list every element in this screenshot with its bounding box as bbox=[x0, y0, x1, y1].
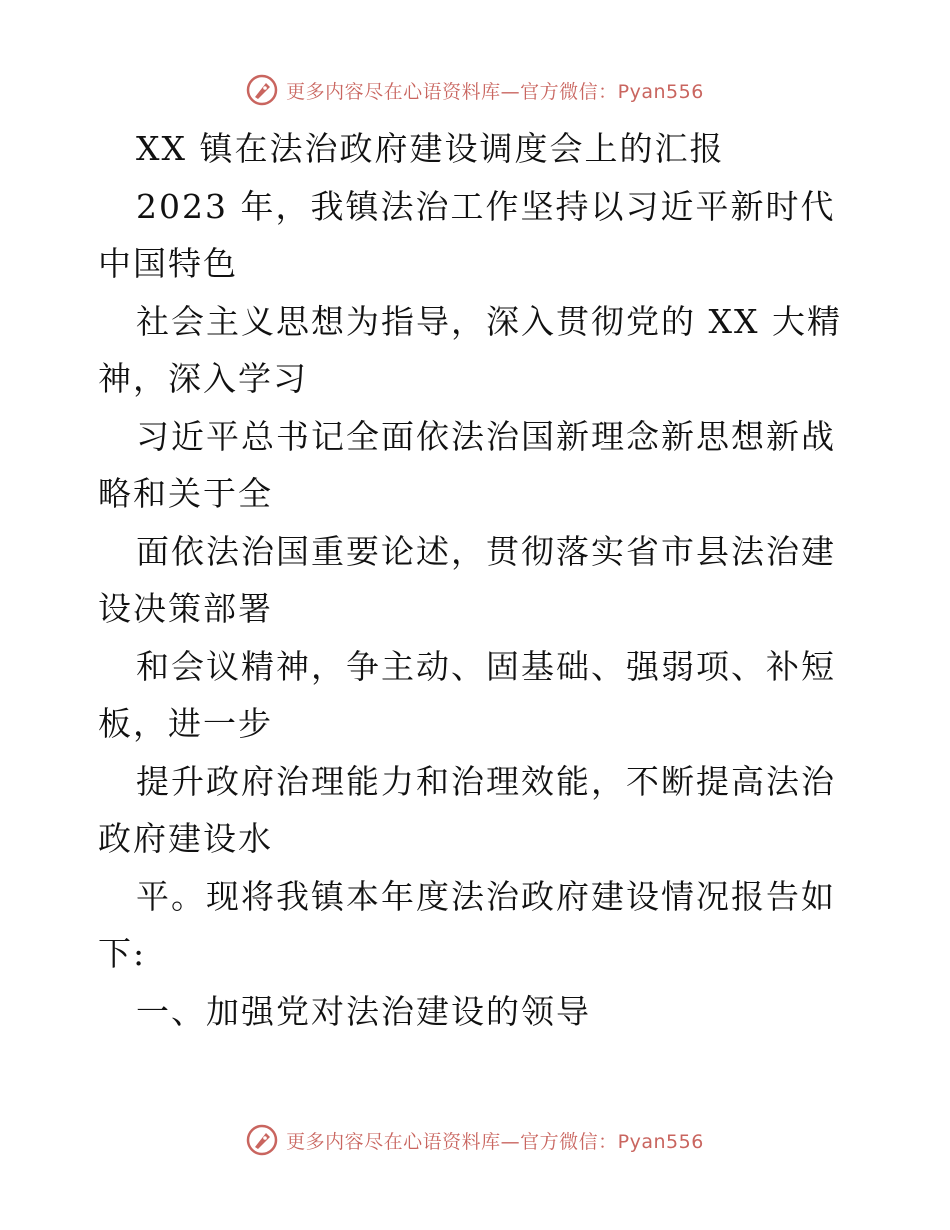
paragraph-line: 和会议精神，争主动、固基础、强弱项、补短板，进一步 bbox=[98, 646, 836, 743]
paragraph-line: 提升政府治理能力和治理效能，不断提高法治政府建设水 bbox=[98, 761, 836, 858]
header-watermark-banner bbox=[0, 70, 950, 110]
section-heading: 一、加强党对法治建设的领导 bbox=[136, 991, 591, 1031]
footer-watermark-text: 更多内容尽在心语资料库—官方微信：Pyan556 bbox=[286, 1130, 704, 1153]
footer-watermark-banner bbox=[0, 1120, 950, 1160]
paragraph-line: 习近平总书记全面依法治国新理念新思想新战略和关于全 bbox=[98, 416, 836, 513]
paragraph-line: 2023 年，我镇法治工作坚持以习近平新时代中国特色 bbox=[98, 186, 836, 283]
pen-nib-logo-icon bbox=[246, 74, 278, 106]
paragraph-line: 平。现将我镇本年度法治政府建设情况报告如下: bbox=[98, 876, 836, 973]
paragraph-line: 社会主义思想为指导，深入贯彻党的 XX 大精神，深入学习 bbox=[98, 301, 842, 398]
paragraph-line: 面依法治国重要论述，贯彻落实省市县法治建设决策部署 bbox=[98, 531, 836, 628]
header-watermark-text: 更多内容尽在心语资料库—官方微信：Pyan556 bbox=[286, 80, 704, 103]
pen-nib-logo-icon bbox=[246, 1124, 278, 1156]
document-title: XX 镇在法治政府建设调度会上的汇报 bbox=[136, 129, 725, 168]
document-body bbox=[98, 120, 858, 1040]
